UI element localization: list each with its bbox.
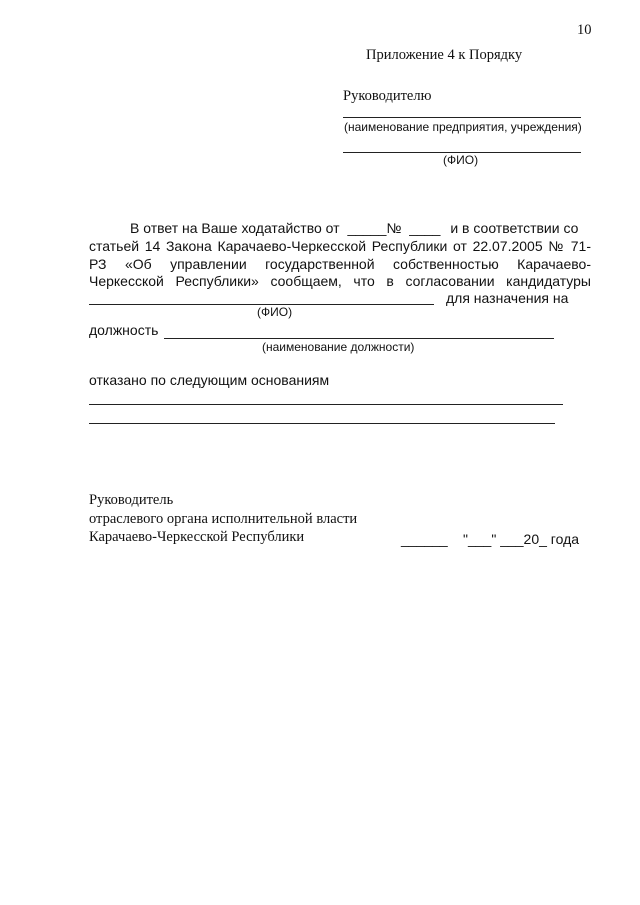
body-line-2: статьей 14 Закона Карачаево-Черкесской Республики от 22.07.2005 № 71- [89, 238, 591, 254]
body-line-3: РЗ «Об управлении государственной собственностью Карачаево- [89, 256, 591, 272]
page-number: 10 [577, 22, 592, 38]
position-line [164, 338, 554, 339]
org-name-line [343, 117, 581, 118]
addressee-fio-caption: (ФИО) [443, 153, 479, 167]
candidate-fio-caption: (ФИО) [257, 305, 293, 319]
reason-line-2 [89, 423, 555, 424]
position-caption: (наименование должности) [262, 340, 415, 354]
addressee-label: Руководителю [343, 88, 432, 104]
body-line-4: Черкесской Республики» сообщаем, что в согласовании кандидатуры [89, 273, 591, 289]
org-name-caption: (наименование предприятия, учреждения) [344, 120, 582, 134]
appendix-title: Приложение 4 к Порядку [366, 47, 523, 63]
signature-line-2: отраслевого органа исполнительной власти [89, 511, 358, 527]
position-label: должность [89, 322, 159, 338]
signature-line-1: Руководитель [89, 492, 174, 508]
signature-date: "___" ___20_ года [463, 531, 580, 547]
petition-number-blank: ____ [409, 220, 441, 236]
body-line-1-a: В ответ на Ваше ходатайство от [130, 220, 340, 236]
body-line-5-right: для назначения на [446, 290, 569, 306]
body-line-1-d: и в соответствии со [450, 220, 579, 236]
signature-line-3: Карачаево-Черкесской Республики [89, 529, 305, 545]
body-line-1 [130, 220, 590, 236]
signature-blank: ______ [401, 531, 448, 547]
refused-label: отказано по следующим основаниям [89, 372, 330, 388]
petition-date-number: _____№ [347, 220, 402, 236]
reason-line-1 [89, 404, 563, 405]
